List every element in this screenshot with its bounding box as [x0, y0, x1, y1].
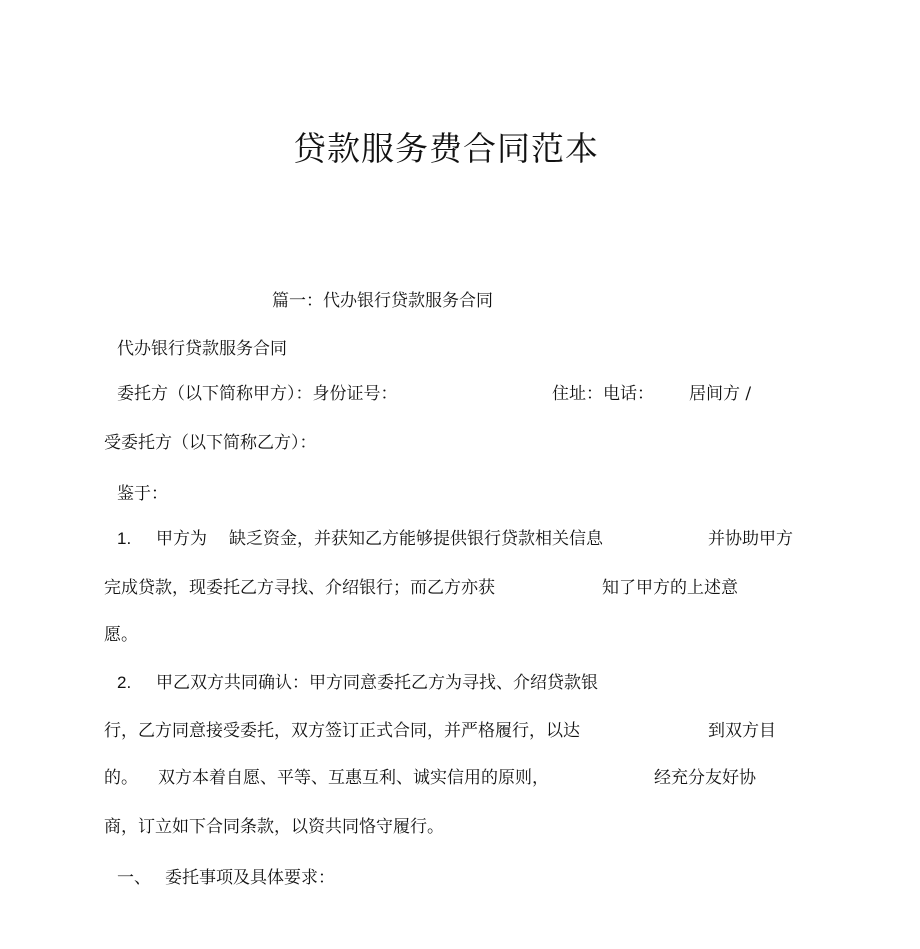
clause1-line1c: 并协助甲方	[708, 529, 793, 549]
clause2-line3c: 经充分友好协	[654, 768, 756, 788]
section-heading: 篇一：代办银行贷款服务合同	[272, 291, 493, 311]
contract-subtitle: 代办银行贷款服务合同	[117, 339, 287, 359]
article1-heading: 委托事项及具体要求：	[165, 868, 335, 888]
party-a-intermediary: 居间方 /	[689, 384, 752, 404]
clause1-line1b: 缺乏资金，并获知乙方能够提供银行贷款相关信息	[229, 529, 603, 549]
clause2-line1: 甲乙双方共同确认：甲方同意委托乙方为寻找、介绍贷款银	[156, 673, 598, 693]
clause2-line4: 商，订立如下合同条款，以资共同恪守履行。	[104, 817, 444, 837]
clause2-line3a: 的。	[104, 768, 138, 788]
clause2-line2b: 到双方目	[708, 721, 776, 741]
document-title: 贷款服务费合同范本	[293, 129, 599, 168]
clause2-line2a: 行，乙方同意接受委托，双方签订正式合同，并严格履行，以达	[104, 721, 580, 741]
clause1-line2a: 完成贷款，现委托乙方寻找、介绍银行；而乙方亦获	[104, 578, 495, 598]
article1-number: 一、	[117, 868, 151, 888]
clause1-line3: 愿。	[104, 625, 138, 645]
party-a-address: 住址：电话：	[552, 384, 654, 404]
clause1-number: 1.	[117, 529, 132, 548]
party-b-label: 受委托方（以下简称乙方）：	[104, 433, 317, 453]
party-a-label: 委托方（以下简称甲方）：身份证号：	[117, 384, 398, 404]
clause2-number: 2.	[117, 673, 132, 692]
clause2-line3b: 双方本着自愿、平等、互惠互利、诚实信用的原则，	[158, 768, 549, 788]
clause1-line2b: 知了甲方的上述意	[602, 578, 738, 598]
clause1-line1a: 甲方为	[156, 529, 207, 549]
whereas-label: 鉴于：	[117, 484, 168, 504]
